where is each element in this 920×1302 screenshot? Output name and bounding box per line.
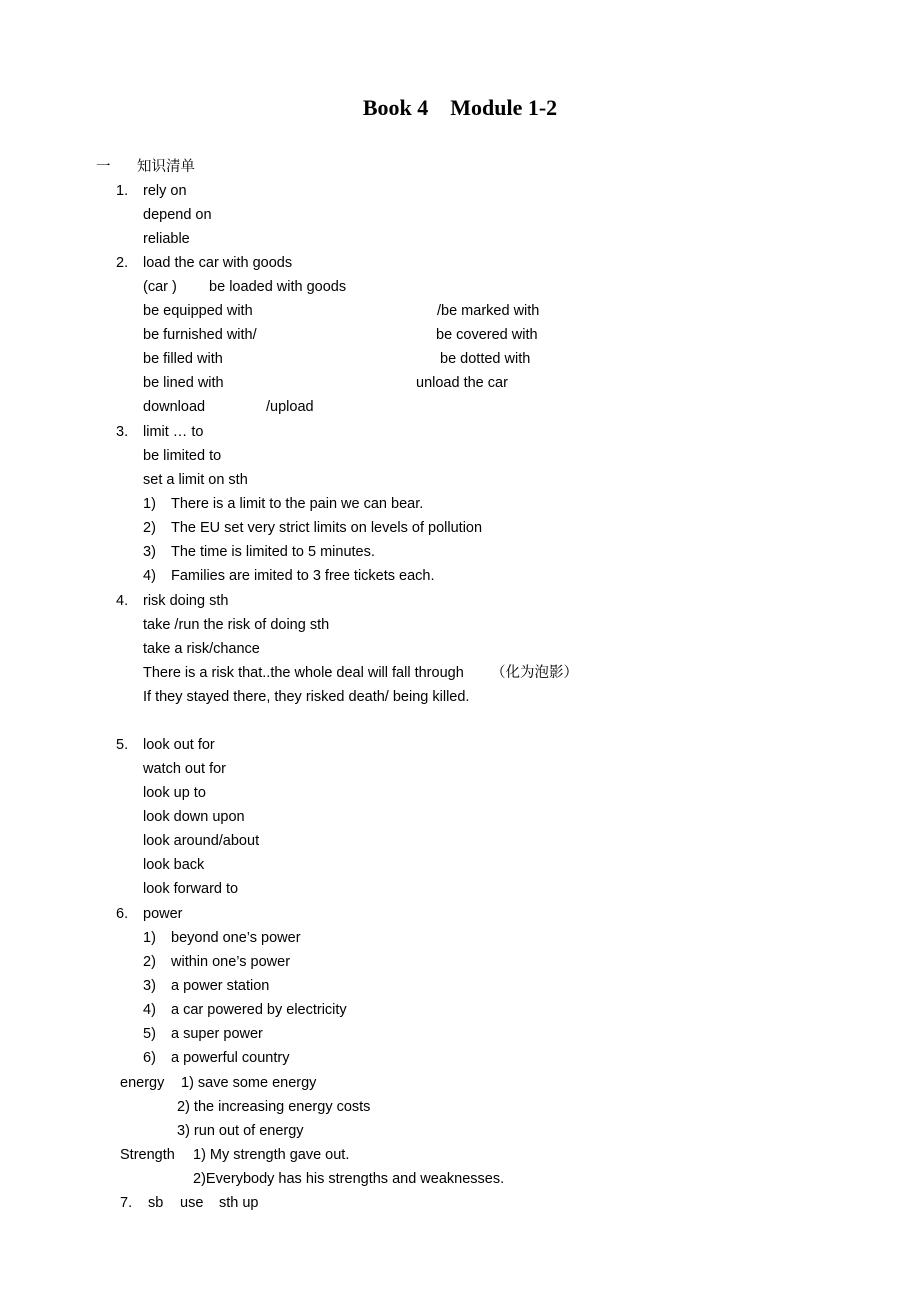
phrase: power xyxy=(143,906,183,922)
phrase: be lined with xyxy=(143,375,224,391)
phrase: look back xyxy=(143,857,205,873)
phrase: a powerful country xyxy=(171,1050,290,1066)
phrase: load the car with goods xyxy=(143,255,293,271)
phrase: be covered with xyxy=(436,327,538,343)
phrase: (car ) be loaded with goods xyxy=(143,279,347,295)
phrase: 2) the increasing energy costs xyxy=(177,1099,371,1115)
example-sentence: Families are imited to 3 free tickets each. xyxy=(171,568,435,584)
phrase: /be marked with xyxy=(437,303,540,319)
keyword-strength: Strength xyxy=(120,1147,175,1163)
section-heading: 知识清单 xyxy=(137,159,195,175)
phrase: be limited to xyxy=(143,448,222,464)
phrase: rely on xyxy=(143,183,187,199)
sub-number: 3) xyxy=(143,544,156,560)
item-number: 5. xyxy=(116,737,129,753)
phrase-word: sb xyxy=(148,1195,164,1211)
sub-number: 2) xyxy=(143,954,156,970)
phrase: take /run the risk of doing sth xyxy=(143,617,330,633)
item-number: 2. xyxy=(116,255,129,271)
phrase: within one’s power xyxy=(171,954,291,970)
phrase: reliable xyxy=(143,231,190,247)
phrase: 3) run out of energy xyxy=(177,1123,304,1139)
example-sentence: There is a risk that..the whole deal will fall through xyxy=(143,665,464,681)
phrase: be filled with xyxy=(143,351,223,367)
sub-number: 1) xyxy=(143,930,156,946)
example-sentence: 2)Everybody has his strengths and weaknesses. xyxy=(193,1171,505,1187)
phrase: be furnished with/ xyxy=(143,327,257,343)
sub-number: 4) xyxy=(143,1002,156,1018)
phrase: unload the car xyxy=(416,375,508,391)
sub-number: 2) xyxy=(143,520,156,536)
example-sentence: If they stayed there, they risked death/ being killed. xyxy=(143,689,470,705)
phrase: depend on xyxy=(143,207,212,223)
sub-number: 3) xyxy=(143,978,156,994)
phrase: look down upon xyxy=(143,809,245,825)
section-number: 一 xyxy=(96,159,111,175)
translation-note: （化为泡影） xyxy=(491,665,578,681)
item-number: 3. xyxy=(116,424,129,440)
phrase: be equipped with xyxy=(143,303,253,319)
phrase: look out for xyxy=(143,737,215,753)
example-sentence: The time is limited to 5 minutes. xyxy=(171,544,375,560)
example-sentence: There is a limit to the pain we can bear. xyxy=(171,496,424,512)
phrase-word: use xyxy=(180,1195,204,1211)
item-number: 6. xyxy=(116,906,129,922)
item-number: 7. xyxy=(120,1195,133,1211)
keyword-energy: energy xyxy=(120,1075,165,1091)
phrase-word: sth up xyxy=(219,1195,259,1211)
phrase: download xyxy=(143,399,206,415)
phrase: set a limit on sth xyxy=(143,472,248,488)
item-number: 1. xyxy=(116,183,129,199)
phrase: beyond one’s power xyxy=(171,930,301,946)
phrase: watch out for xyxy=(143,761,227,777)
phrase: look up to xyxy=(143,785,206,801)
example-sentence: The EU set very strict limits on levels of pollution xyxy=(171,520,483,536)
sub-number: 5) xyxy=(143,1026,156,1042)
phrase: a car powered by electricity xyxy=(171,1002,347,1018)
phrase: be dotted with xyxy=(440,351,531,367)
phrase: limit … to xyxy=(143,424,204,440)
phrase: look forward to xyxy=(143,881,239,897)
phrase: 1) save some energy xyxy=(181,1075,317,1091)
item-number: 4. xyxy=(116,593,129,609)
example-sentence: 1) My strength gave out. xyxy=(193,1147,350,1163)
phrase: look around/about xyxy=(143,833,260,849)
sub-number: 6) xyxy=(143,1050,156,1066)
phrase: take a risk/chance xyxy=(143,641,260,657)
sub-number: 1) xyxy=(143,496,156,512)
phrase: a power station xyxy=(171,978,270,994)
page-title: Book 4 Module 1-2 xyxy=(362,95,558,120)
phrase: risk doing sth xyxy=(143,593,229,609)
sub-number: 4) xyxy=(143,568,156,584)
phrase: /upload xyxy=(266,399,314,415)
phrase: a super power xyxy=(171,1026,263,1042)
